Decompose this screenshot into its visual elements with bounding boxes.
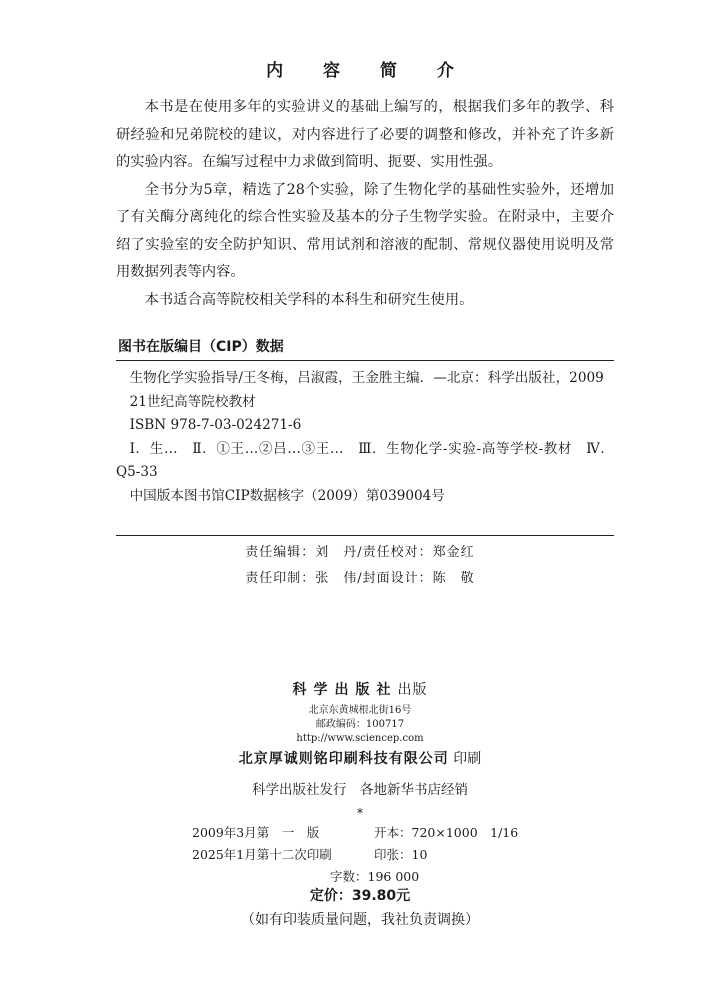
- cip-bottom-rule: [116, 535, 614, 536]
- publisher-address: 北京东黄城根北街16号: [308, 705, 412, 716]
- printer-suffix: 印刷: [453, 751, 482, 767]
- cip-heading: 图书在版编目（CIP）数据: [118, 339, 284, 355]
- current-printing: 2025年1月第十二次印刷: [192, 847, 332, 862]
- quality-note: （如有印装质量问题，我社负责调换）: [241, 912, 479, 928]
- publisher-address-block: [0, 704, 720, 746]
- cip-block: [116, 367, 614, 508]
- spec-row: [192, 822, 552, 844]
- publisher-postcode: 邮政编码：100717: [315, 719, 405, 730]
- publisher-line: [0, 679, 720, 699]
- print-specs: [192, 822, 552, 888]
- cip-line: 中国版本图书馆CIP数据核字（2009）第039004号: [129, 487, 445, 504]
- distribution-line: 科学出版社发行 各地新华书店经销: [252, 782, 468, 798]
- intro-title: 内 容 简 介: [266, 61, 471, 81]
- separator-star: *: [357, 806, 363, 820]
- spec-row: [192, 844, 552, 866]
- intro-text: [116, 94, 614, 314]
- format: 开本：720×1000 1/16: [374, 825, 519, 840]
- intro-paragraph: 本书适合高等院校相关学科的本科生和研究生使用。: [144, 291, 474, 308]
- printer-line: [0, 748, 720, 768]
- intro-paragraph: 本书是在使用多年的实验讲义的基础上编写的，根据我们多年的教学、科研经验和兄弟院校的建议，对内容进行了必要的调整和修改，并补充了许多新的实验内容。在编写过程中力求做到简明、扼要、实用性强。: [116, 99, 614, 170]
- first-edition: 2009年3月第 一 版: [192, 825, 320, 840]
- sheets: 印张：10: [374, 847, 428, 862]
- credits: [0, 540, 720, 592]
- word-count: 字数：196 000: [330, 869, 420, 884]
- publisher-website: http://www.sciencep.com: [296, 733, 424, 744]
- cip-top-rule: [116, 360, 614, 361]
- editor-credits: 责任编辑：刘 丹/责任校对：郑金红: [245, 545, 475, 560]
- intro-paragraph: 全书分为5章，精选了28个实验，除了生物化学的基础性实验外，还增加了有关酶分离纯化的综合性实验及基本的分子生物学实验。在附录中，主要介绍了实验室的安全防护知识、常用试剂和溶液的配制、常规仪器使用说明及常用数据列表等内容。: [116, 181, 614, 280]
- cip-line: 21世纪高等院校教材: [129, 393, 256, 410]
- publisher-name: 科学出版社: [292, 682, 398, 698]
- publisher-suffix: 出版: [397, 682, 428, 698]
- cip-line: ISBN 978-7-03-024271-6: [129, 417, 302, 433]
- production-credits: 责任印制：张 伟/封面设计：陈 敬: [245, 571, 475, 586]
- cip-line: Ⅰ．生… Ⅱ．①王…②吕…③王… Ⅲ．生物化学-实验-高等学校-教材 Ⅳ．Q5-33: [116, 440, 614, 480]
- printer-name: 北京厚诚则铭印刷科技有限公司: [238, 751, 449, 767]
- price: 定价：39.80元: [309, 888, 411, 904]
- cip-line: 生物化学实验指导/王冬梅，吕淑霞，王金胜主编．—北京：科学出版社，2009: [129, 370, 604, 386]
